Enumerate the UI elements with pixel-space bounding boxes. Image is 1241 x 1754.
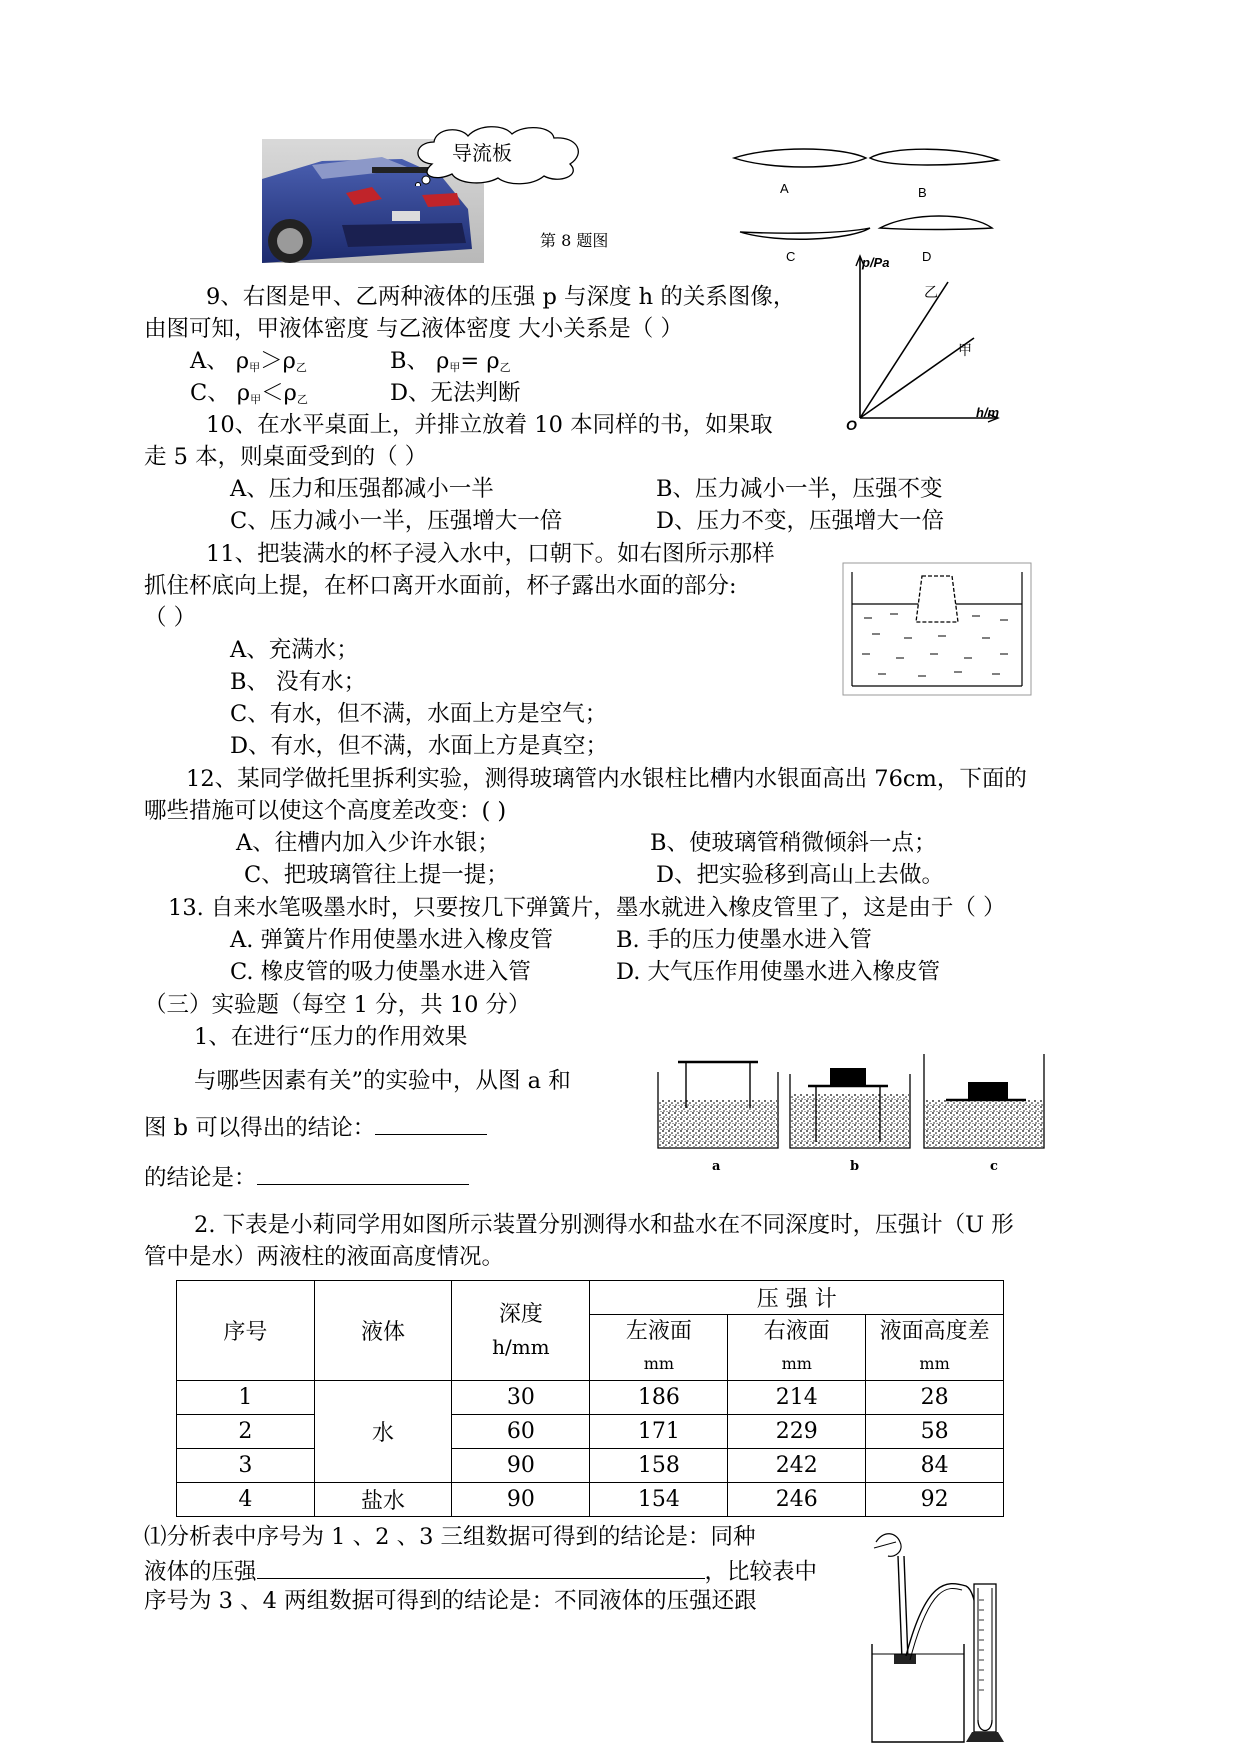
q12-line2: 哪些措施可以使这个高度差改变：( ) [144,798,507,824]
graph-y-label: p/Pa [862,255,890,270]
header-liquid: 液体 [314,1281,452,1381]
wing-label-b: B [918,185,927,200]
q10-line1: 10、在水平桌面上，并排立放着 10 本同样的书，如果取 [206,412,773,438]
q13-option-b: B. 手的压力使墨水进入管 [616,927,872,953]
q12-option-b: B、使玻璃管稍微倾斜一点； [650,830,937,856]
q11-line2: 抓住杯底向上提，在杯口离开水面前，杯子露出水面的部分: [144,573,737,599]
q9-option-a: A、 $\rho_甲>\rho_乙$ [190,348,307,374]
q13-option-c: C. 橡皮管的吸力使墨水进入管 [230,959,531,985]
graph-x-label: h/m [976,405,1000,420]
q11-option-b: B、 没有水； [230,669,367,695]
analysis-line3: 序号为 3 、4 两组数据可得到的结论是：不同液体的压强还跟 [144,1588,757,1614]
fig-label-b: b [850,1159,860,1174]
wing-label-c: C [786,249,796,264]
q12-line1: 12、某同学做托里拆利实验，测得玻璃管内水银柱比槽内水银面高出 76cm，下面的 [186,766,1027,792]
table-row: 4 盐水 90 154 246 92 [177,1483,1004,1517]
q11-line1: 11、把装满水的杯子浸入水中，口朝下。如右图所示那样 [206,541,775,567]
header-left: 左液面 mm [590,1315,728,1381]
q13-option-d: D. 大气压作用使墨水进入橡皮管 [616,959,941,985]
q9-line1: 9、右图是甲、乙两种液体的压强 p 与深度 h 的关系图像， [206,284,796,310]
q9-line2: 由图可知，甲液体密度 与乙液体密度 大小关系是（ ） [144,316,683,342]
wing-label-d: D [922,249,932,264]
q12-option-c: C、把玻璃管往上提一提； [244,862,509,888]
header-depth: 深度 h/mm [452,1281,590,1381]
table-row: 1 水 30 186 214 28 [177,1381,1004,1415]
wing-profiles [730,148,1010,262]
header-diff: 液面高度差 mm [866,1315,1004,1381]
q10-option-a: A、压力和压强都减小一半 [230,476,494,502]
q9-option-b: B、 $\rho_甲= \rho_乙$ [390,348,511,374]
table-row: 3 90 158 242 84 [177,1449,1004,1483]
fig-label-c: c [990,1159,998,1174]
q10-option-c: C、压力减小一半，压强增大一倍 [230,508,563,534]
wing-label-a: A [780,181,789,196]
exp1-line2: 与哪些因素有关”的实验中，从图 a 和 [194,1068,571,1094]
analysis-line2: 液体的压强 ，比较表中 [144,1554,817,1587]
header-right: 右液面 mm [728,1315,866,1381]
fig-label-a: a [712,1159,721,1174]
table-row: 2 60 171 229 58 [177,1415,1004,1449]
exp2-line1: 2. 下表是小莉同学用如图所示装置分别测得水和盐水在不同深度时，压强计（U 形 [194,1212,1014,1238]
exp1-line4: 的结论是： [144,1160,469,1193]
graph-origin: O [846,417,857,433]
sponge-experiment-figure [656,1052,1056,1160]
q13-line1: 13. 自来水笔吸墨水时，只要按几下弹簧片，墨水就进入橡皮管里了，这是由于（ ） [168,895,1006,921]
exp1-blank1[interactable] [375,1110,487,1135]
cloud-label: 导流板 [452,141,512,165]
q11-option-a: A、充满水； [230,637,359,663]
analysis-line1: ⑴分析表中序号为 1 、2 、3 三组数据可得到的结论是：同种 [144,1524,756,1550]
q11-option-d: D、有水，但不满，水面上方是真空； [230,733,609,759]
graph-line-yi-label: 乙 [924,285,938,301]
header-gauge: 压 强 计 [590,1281,1004,1315]
analysis-blank[interactable] [257,1554,705,1579]
section3-heading: （三）实验题（每空 1 分，共 10 分） [144,992,531,1018]
pressure-gauge-table [176,1280,1004,1517]
q10-option-b: B、压力减小一半，压强不变 [656,476,943,502]
cup-in-water-figure [842,562,1032,696]
q11-option-c: C、有水，但不满，水面上方是空气； [230,701,608,727]
header-no: 序号 [177,1281,315,1381]
exp1-line1: 1、在进行“压力的作用效果 [194,1024,468,1050]
exp1-line3: 图 b 可以得出的结论： [144,1110,487,1143]
graph-line-jia-label: 甲 [958,343,972,359]
water-cell: 水 [314,1381,452,1483]
pressure-gauge-apparatus [866,1520,1046,1748]
q12-option-d: D、把实验移到高山上去做。 [656,862,945,888]
q12-option-a: A、往槽内加入少许水银； [236,830,500,856]
q10-line2: 走 5 本，则桌面受到的（ ） [144,444,428,470]
q9-option-d: D、无法判断 [390,380,521,406]
q11-line3: （ ） [144,605,197,631]
q10-option-d: D、压力不变，压强增大一倍 [656,508,945,534]
q13-option-a: A. 弹簧片作用使墨水进入橡皮管 [230,927,554,953]
exp1-blank2[interactable] [257,1160,469,1185]
fig8-caption: 第 8 题图 [540,231,609,250]
exp2-line2: 管中是水）两液柱的液面高度情况。 [144,1244,505,1270]
q9-option-c: C、 $\rho_甲<\rho_乙$ [190,380,308,406]
